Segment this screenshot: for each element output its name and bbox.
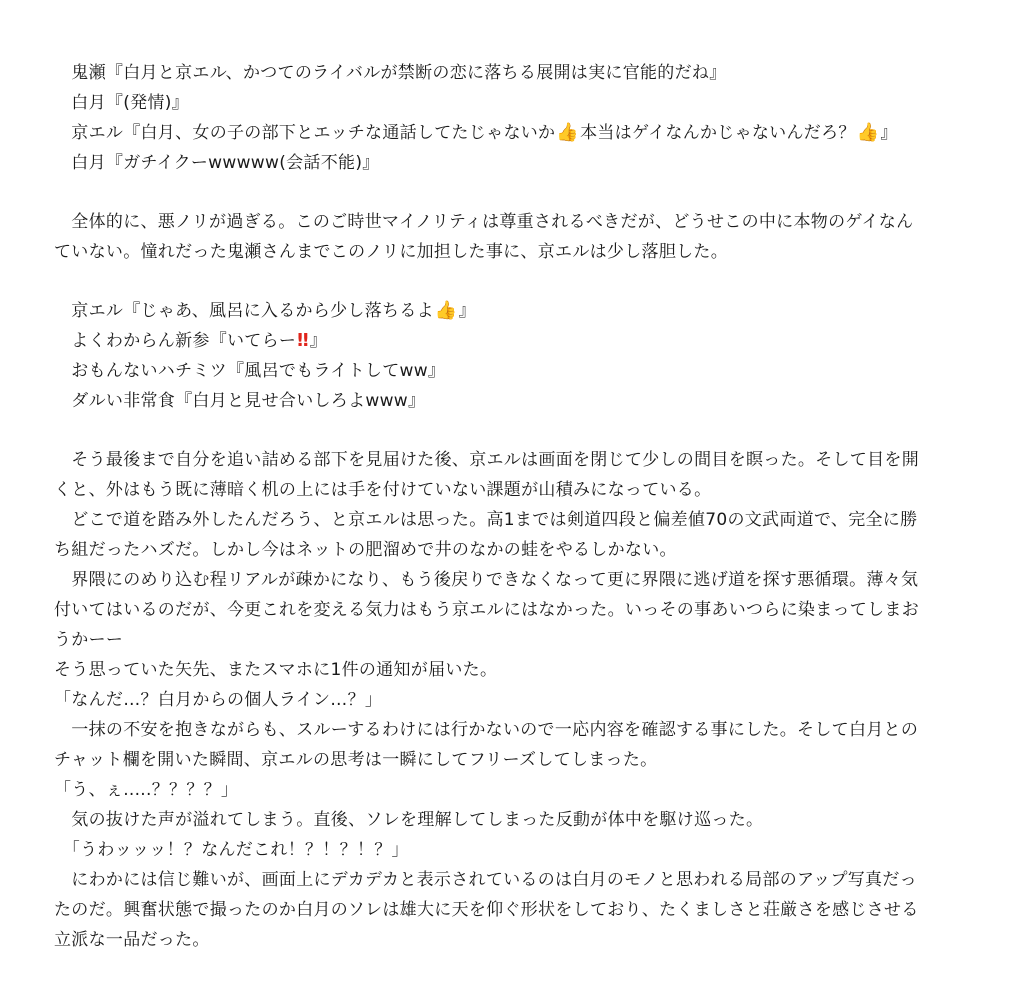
line-text: よくわからん新参『いてらー <box>54 331 297 351</box>
blank-line <box>54 267 964 296</box>
line-text: 』 <box>458 301 476 321</box>
text-line <box>54 118 964 148</box>
text-line <box>54 655 964 685</box>
line-text: 「うわッッッ！？なんだこれ！？！？！？」 <box>54 840 409 860</box>
text-line <box>54 237 964 267</box>
blank-line <box>54 178 964 207</box>
text-line <box>54 386 964 416</box>
line-text: 京エル『じゃあ、風呂に入るから少し落ちるよ <box>54 301 434 321</box>
text-line <box>54 805 964 835</box>
line-text: 気の抜けた声が溢れてしまう。直後、ソレを理解してしまった反動が体中を駆け巡った。 <box>54 810 764 830</box>
text-line <box>54 207 964 237</box>
text-line <box>54 895 964 925</box>
line-text: 「なんだ…？白月からの個人ライン…？」 <box>54 690 383 710</box>
line-text: うかーー <box>54 630 124 650</box>
line-text: 立派な一品だった。 <box>54 930 210 950</box>
text-line <box>54 296 964 326</box>
thumbs-up-icon: 👍 <box>434 300 458 321</box>
text-line <box>54 88 964 118</box>
thumbs-up-icon: 👍 <box>556 122 580 143</box>
text-line <box>54 535 964 565</box>
line-text: おもんないハチミツ『風呂でもライトしてww』 <box>54 361 446 381</box>
text-line <box>54 835 964 865</box>
line-text: 鬼瀬『白月と京エル、かつてのライバルが禁断の恋に落ちる展開は実に官能的だね』 <box>54 63 727 83</box>
line-text: 全体的に、悪ノリが過ぎる。このご時世マイノリティは尊重されるべきだが、どうせこの中に本物のゲイなん <box>54 212 914 232</box>
line-text: 界隈にのめり込む程リアルが疎かになり、もう後戻りできなくなって更に界隈に逃げ道を探す悪循環。薄々気 <box>54 570 919 590</box>
text-line <box>54 475 964 505</box>
line-text: 一抹の不安を抱きながらも、スルーするわけには行かないので一応内容を確認する事にした。そして白月との <box>54 720 919 740</box>
line-text: ていない。憧れだった鬼瀬さんまでこのノリに加担した事に、京エルは少し落胆した。 <box>54 242 729 262</box>
line-text: そう思っていた矢先、またスマホに1件の通知が届いた。 <box>54 660 498 680</box>
text-line <box>54 356 964 386</box>
line-text: 付いてはいるのだが、今更これを変える気力はもう京エルにはなかった。いっその事あいつらに染まってしまお <box>54 600 919 620</box>
text-line <box>54 445 964 475</box>
text-line <box>54 865 964 895</box>
thumbs-up-icon: 👍 <box>856 122 880 143</box>
line-text: 白月『ガチイクーwwwww(会話不能)』 <box>54 153 380 173</box>
line-text: 京エル『白月、女の子の部下とエッチな通話してたじゃないか <box>54 123 556 143</box>
text-line <box>54 326 964 356</box>
line-text: くと、外はもう既に薄暗く机の上には手を付けていない課題が山積みになっている。 <box>54 480 712 500</box>
text-line <box>54 148 964 178</box>
text-line <box>54 625 964 655</box>
line-text: ち組だったハズだ。しかし今はネットの肥溜めで井のなかの蛙をやるしかない。 <box>54 540 677 560</box>
text-line <box>54 595 964 625</box>
text-line <box>54 745 964 775</box>
text-line <box>54 775 964 805</box>
blank-line <box>54 416 964 445</box>
text-line <box>54 715 964 745</box>
text-line <box>54 565 964 595</box>
line-text: たのだ。興奮状態で撮ったのか白月のソレは雄大に天を仰ぐ形状をしており、たくましさと荘厳さを感じさせる <box>54 900 919 920</box>
text-line <box>54 505 964 535</box>
line-text: にわかには信じ難いが、画面上にデカデカと表示されているのは白月のモノと思われる局部のアップ写真だっ <box>54 870 917 890</box>
line-text: 「う、ぇ.....？？？？」 <box>54 780 239 800</box>
line-text: 』 <box>880 123 898 143</box>
line-text: ダルい非常食『白月と見せ合いしろよwww』 <box>54 391 426 411</box>
double-exclamation-icon: ‼ <box>297 330 309 351</box>
line-text: どこで道を踏み外したんだろう、と京エルは思った。高1までは剣道四段と偏差値70の文武両道で、完全に勝 <box>54 510 918 530</box>
line-text: チャット欄を開いた瞬間、京エルの思考は一瞬にしてフリーズしてしまった。 <box>54 750 658 770</box>
line-text: 本当はゲイなんかじゃないんだろ？ <box>580 123 856 143</box>
line-text: 』 <box>309 331 328 351</box>
text-line <box>54 685 964 715</box>
line-text: そう最後まで自分を追い詰める部下を見届けた後、京エルは画面を閉じて少しの間目を瞑った。そして目を開 <box>54 450 919 470</box>
text-line <box>54 58 964 88</box>
line-text: 白月『(発情)』 <box>54 93 189 113</box>
text-line <box>54 925 964 955</box>
